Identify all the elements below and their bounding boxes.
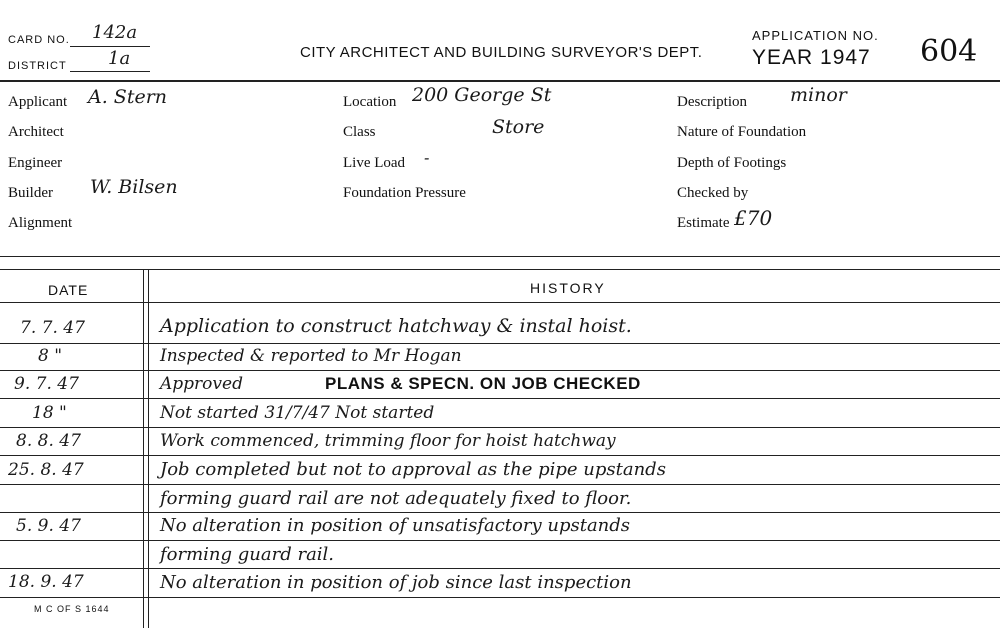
- history-date: 5. 9. 47: [16, 516, 81, 536]
- history-rule-top-1: [0, 256, 1000, 257]
- history-date: 25. 8. 47: [8, 460, 84, 480]
- row-line: [0, 455, 1000, 456]
- class-value: Store: [492, 116, 545, 138]
- alignment-label: Alignment: [8, 215, 73, 231]
- history-entry: Not started 31/7/47 Not started: [160, 403, 435, 423]
- builder-label: Builder: [8, 185, 53, 201]
- history-date: 8. 8. 47: [16, 431, 81, 451]
- history-entry: Application to construct hatchway & instal hoist.: [160, 315, 632, 337]
- row-line: [0, 343, 1000, 344]
- header-rule: [0, 80, 1000, 82]
- description-label: Description: [677, 94, 747, 110]
- history-entry: No alteration in position of job since last inspection: [160, 572, 632, 593]
- history-entry: Inspected & reported to Mr Hogan: [160, 346, 462, 366]
- history-entry: Approved: [160, 374, 243, 394]
- row-line: [0, 568, 1000, 569]
- row-line: [0, 398, 1000, 399]
- checked-by-label: Checked by: [677, 185, 749, 201]
- approval-stamp: PLANS & SPECN. ON JOB CHECKED: [325, 374, 641, 393]
- application-no-label: APPLICATION NO.: [752, 28, 879, 43]
- depth-footings-label: Depth of Footings: [677, 155, 787, 171]
- description-value: minor: [790, 84, 847, 106]
- history-column-header: HISTORY: [530, 280, 606, 296]
- row-line: [0, 597, 1000, 598]
- date-column-header: DATE: [48, 282, 89, 298]
- card-no-label: CARD NO.: [8, 34, 70, 46]
- applicant-label: Applicant: [8, 94, 68, 110]
- class-label: Class: [343, 124, 376, 140]
- card-no-value: 142a: [92, 22, 138, 43]
- application-number: 604: [920, 34, 978, 69]
- architect-label: Architect: [8, 124, 64, 140]
- foundation-pressure-label: Foundation Pressure: [343, 185, 466, 201]
- location-value: 200 George St: [412, 84, 552, 106]
- district-label: DISTRICT: [8, 60, 67, 72]
- row-line: [0, 512, 1000, 513]
- year-label: YEAR 1947: [752, 46, 871, 69]
- history-header-rule: [0, 302, 1000, 303]
- engineer-label: Engineer: [8, 155, 63, 171]
- history-date: 9. 7. 47: [14, 374, 79, 394]
- district-value: 1a: [108, 48, 131, 69]
- history-rule-top-2: [0, 269, 1000, 270]
- history-date: 18 ": [32, 403, 67, 423]
- history-date: 7. 7. 47: [20, 318, 85, 338]
- history-entry: Work commenced, trimming floor for hoist hatchway: [160, 431, 616, 451]
- estimate-label: Estimate: [677, 215, 730, 231]
- live-load-value: -: [424, 148, 430, 167]
- date-divider-1: [143, 270, 144, 628]
- history-date: 18. 9. 47: [8, 572, 84, 592]
- form-code: M C OF S 1644: [34, 604, 110, 614]
- district-underline: [70, 71, 150, 72]
- card-no-underline: [70, 46, 150, 47]
- dept-title: CITY ARCHITECT AND BUILDING SURVEYOR'S DEPT.: [300, 44, 703, 61]
- history-entry: Job completed but not to approval as the pipe upstands: [160, 459, 666, 480]
- live-load-label: Live Load: [343, 155, 406, 171]
- nature-foundation-label: Nature of Foundation: [677, 124, 807, 140]
- row-line: [0, 484, 1000, 485]
- history-entry: No alteration in position of unsatisfactory upstands: [160, 515, 631, 536]
- row-line: [0, 427, 1000, 428]
- builder-value: W. Bilsen: [90, 176, 178, 198]
- estimate-value: £70: [734, 206, 773, 230]
- row-line: [0, 540, 1000, 541]
- history-date: 8 ": [38, 346, 63, 366]
- history-entry: forming guard rail.: [160, 544, 335, 565]
- applicant-value: A. Stern: [88, 86, 168, 108]
- row-line: [0, 370, 1000, 371]
- date-divider-2: [148, 270, 149, 628]
- history-entry: forming guard rail are not adequately fixed to floor.: [160, 488, 632, 509]
- location-label: Location: [343, 94, 397, 110]
